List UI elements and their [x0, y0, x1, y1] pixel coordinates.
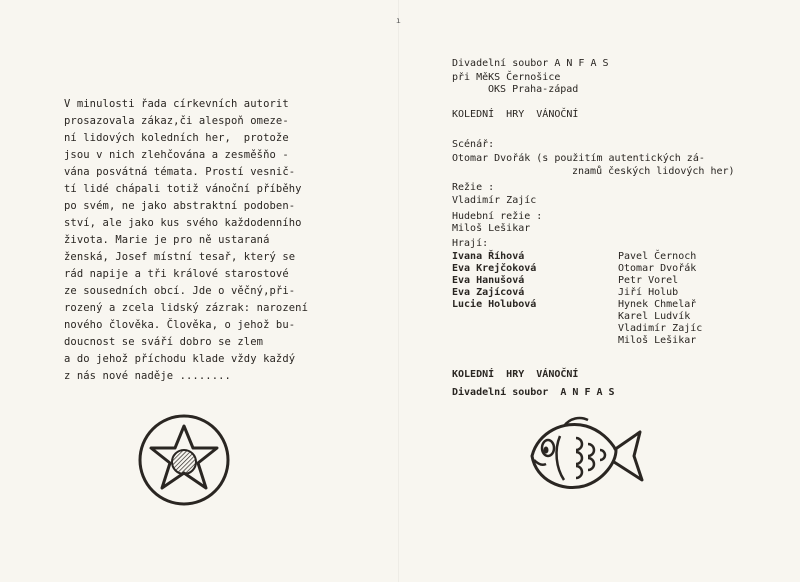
org-title: Divadelní soubor A N F A S — [452, 58, 609, 69]
page-mark: ı — [396, 16, 401, 25]
scenar-value-2: znamů českých lidových her) — [572, 166, 735, 177]
intro-line: vána posvátná témata. Prostí vesnič- — [64, 166, 296, 178]
cast-member: Petr Vorel — [618, 275, 679, 286]
intro-line: ství, ale jako kus svého každodenního — [64, 217, 302, 229]
hraji-label: Hrají: — [452, 238, 489, 249]
intro-line: a do jehož příchodu klade vždy každý — [64, 353, 296, 365]
intro-line: V minulosti řada církevních autorit — [64, 98, 289, 110]
cast-member: Miloš Lešikar — [618, 335, 697, 346]
intro-line: rád napije a tři králové starostové — [64, 268, 289, 280]
intro-line: života. Marie je pro ně ustaraná — [64, 234, 270, 246]
cast-list-men — [618, 251, 702, 347]
star-cookie-drawing — [136, 412, 232, 508]
intro-line: rozený a zcela lidský zázrak: narození — [64, 302, 309, 314]
fish-drawing — [524, 410, 648, 502]
cast-member: Eva Zajícová — [452, 287, 525, 298]
intro-line: z nás nové naděje ........ — [64, 370, 231, 382]
intro-line: nového člověka. Člověka, o jehož bu- — [64, 319, 296, 331]
rezie-value: Vladimír Zajíc — [452, 195, 537, 206]
intro-line: ženská, Josef místní tesař, který se — [64, 251, 296, 263]
page-fold — [398, 0, 399, 582]
bottom-org-title: Divadelní soubor A N F A S — [452, 387, 615, 398]
hudebni-label: Hudební režie : — [452, 211, 543, 222]
cast-member: Vladimír Zajíc — [618, 323, 703, 334]
intro-line: doucnost se sváří dobro se zlem — [64, 336, 264, 348]
cast-member: Lucie Holubová — [452, 299, 537, 310]
cast-list-women — [452, 251, 536, 311]
cast-member: Karel Ludvík — [618, 311, 691, 322]
intro-line: ze sousedních obcí. Jde o věčný,při- — [64, 285, 296, 297]
intro-paragraph — [64, 96, 354, 385]
cast-member: Eva Krejčoková — [452, 263, 537, 274]
cast-member: Pavel Černoch — [618, 251, 697, 262]
cast-member: Ivana Říhová — [452, 251, 525, 262]
intro-line: jsou v nich zlehčována a zesměšňo - — [64, 149, 289, 161]
cast-member: Eva Hanušová — [452, 275, 525, 286]
intro-line: prosazovala zákaz,či alespoň omeze- — [64, 115, 289, 127]
bottom-show-title: KOLEDNÍ HRY VÁNOČNÍ — [452, 369, 579, 380]
scenar-value-1: Otomar Dvořák (s použitím autentických zá- — [452, 153, 705, 164]
hudebni-value: Miloš Lešikar — [452, 223, 531, 234]
scenar-label: Scénář: — [452, 139, 495, 150]
org-subtitle-1: při MěKS Černošice — [452, 72, 561, 83]
cast-member: Jiří Holub — [618, 287, 679, 298]
intro-line: ní lidových koledních her, protože — [64, 132, 289, 144]
org-subtitle-2: OKS Praha-západ — [488, 84, 579, 95]
cast-member: Otomar Dvořák — [618, 263, 697, 274]
intro-line: po svém, ne jako abstraktní podoben- — [64, 200, 296, 212]
intro-line: tí lidé chápali totiž vánoční příběhy — [64, 183, 302, 195]
show-title: KOLEDNÍ HRY VÁNOČNÍ — [452, 109, 579, 120]
cast-member: Hynek Chmelař — [618, 299, 697, 310]
rezie-label: Režie : — [452, 182, 495, 193]
